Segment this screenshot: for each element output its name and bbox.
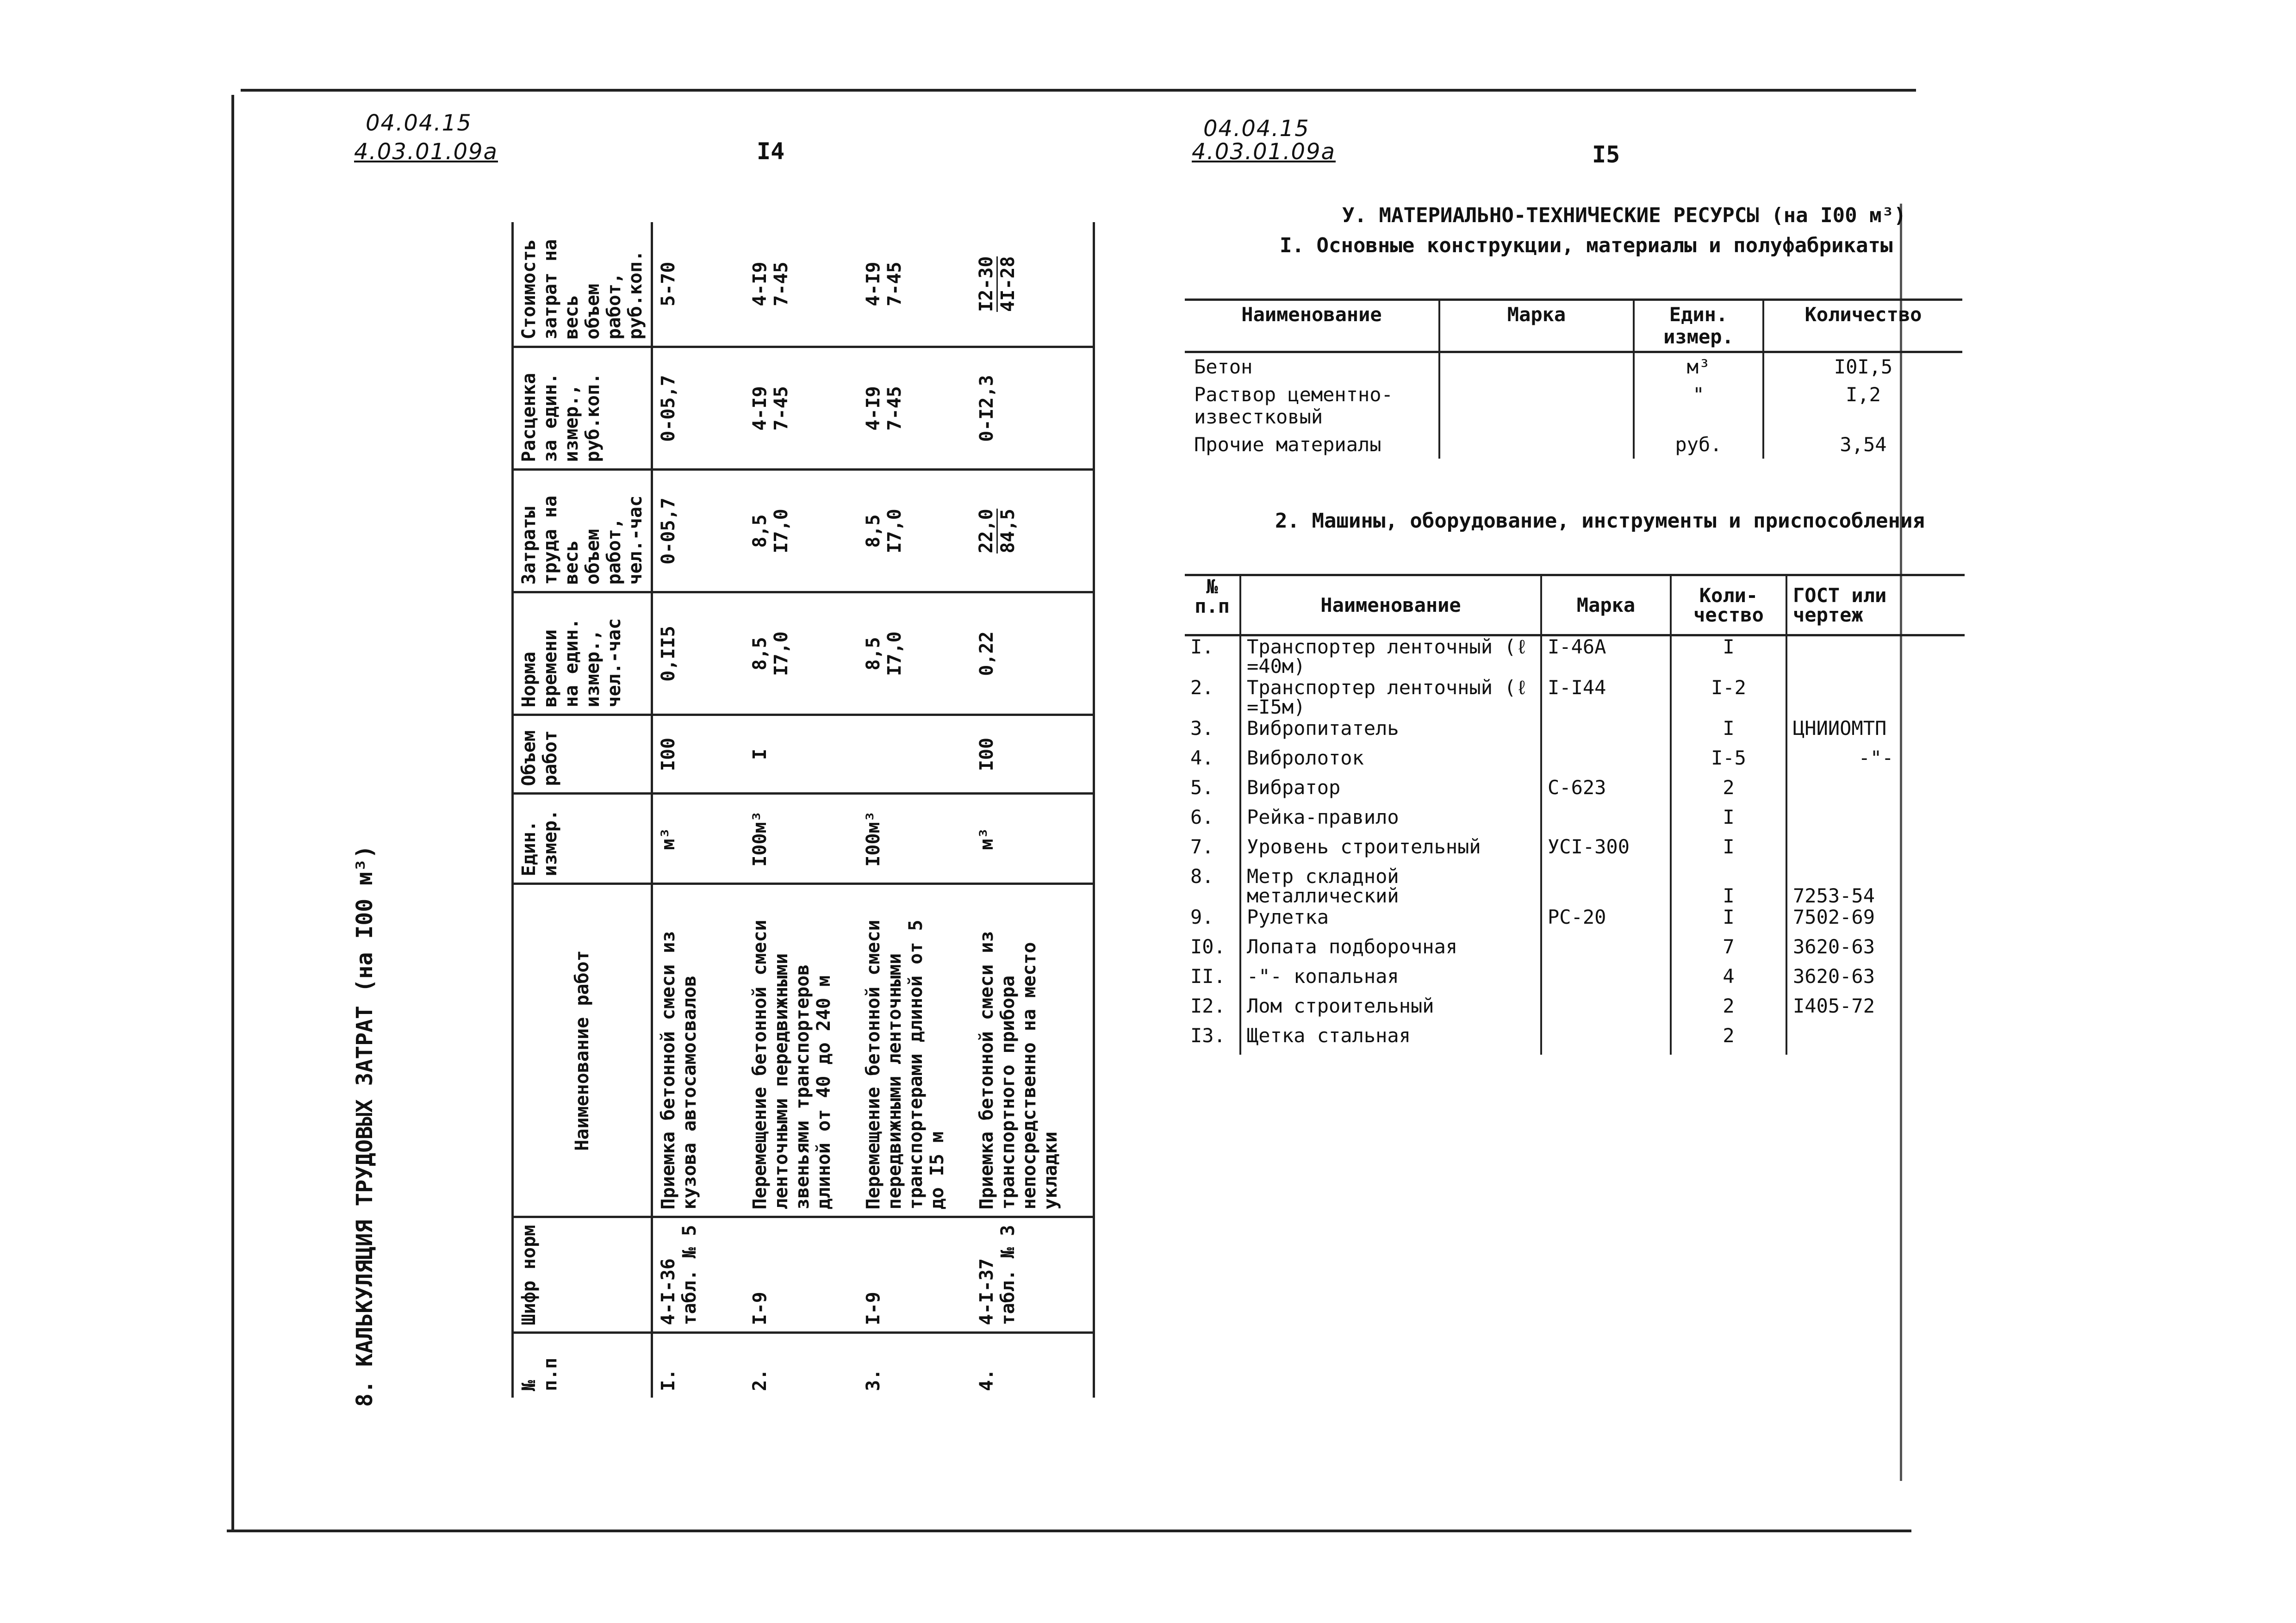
header-mark: Марка	[1439, 300, 1634, 352]
cell-mark: I-I44	[1541, 677, 1671, 718]
cell-qty: I,2	[1763, 381, 1962, 431]
right-stamp-line2: 4.03.01.09a	[1192, 139, 1336, 165]
cell-volume: I00	[971, 715, 1094, 794]
right-page-number: I5	[1592, 141, 1620, 168]
cell-mark	[1541, 866, 1671, 907]
cell-qty: 4	[1671, 966, 1786, 995]
cell-qty: I	[1671, 907, 1786, 936]
value-b: 7-45	[884, 261, 905, 306]
value-b: 7-45	[770, 386, 792, 431]
cell-num: 4.	[1190, 746, 1214, 769]
machines-table	[1185, 574, 1965, 1055]
cell-unit: I00м³	[858, 794, 971, 884]
header-gost: ГОСТ или чертеж	[1786, 575, 1965, 635]
cell-gost: 3620-63	[1786, 966, 1965, 995]
cell-rate: 0-05,7	[652, 347, 745, 470]
cell-labor	[745, 470, 858, 592]
table-row	[1185, 836, 1965, 866]
cell-gost	[1786, 807, 1965, 836]
table-row	[1185, 431, 1962, 459]
cell-name: Транспортер ленточный (ℓ =40м)	[1240, 635, 1541, 678]
cell-qty: 2	[1671, 995, 1786, 1025]
value-b: I7,0	[884, 631, 905, 676]
header-unit: Един. измер.	[513, 794, 652, 884]
cell-gost: I405-72	[1786, 995, 1965, 1025]
cell-mark	[1439, 431, 1634, 459]
cell-gost: 7253-54	[1786, 866, 1965, 907]
cell-name: Прочие материалы	[1194, 433, 1381, 456]
cell-cost: 5-70	[652, 222, 745, 347]
cell-num: 4.	[976, 1368, 997, 1391]
cell-time-norm	[858, 592, 971, 715]
cell-num: 8.	[1190, 865, 1214, 888]
cell-num: 5.	[1190, 776, 1214, 799]
value-a: 4-I9	[862, 386, 884, 431]
cell-qty: I	[1671, 807, 1786, 836]
denominator: 84,5	[997, 509, 1019, 553]
cell-rate: 0-I2,3	[971, 347, 1094, 470]
cell-qty: 2	[1671, 1025, 1786, 1055]
cell-name: Транспортер ленточный (ℓ =I5м)	[1240, 677, 1541, 718]
cell-time-norm: 0,22	[971, 592, 1094, 715]
value-b: I7,0	[770, 509, 792, 553]
cell-qty: I-5	[1671, 747, 1786, 777]
cell-code: I-9	[858, 1217, 971, 1333]
header-qty: Коли-чество	[1671, 575, 1786, 635]
cell-mark	[1541, 807, 1671, 836]
cell-mark	[1541, 966, 1671, 995]
table-row	[652, 222, 745, 1398]
cell-unit: м³	[652, 794, 745, 884]
value-b: I7,0	[884, 509, 905, 553]
cell-rate	[858, 347, 971, 470]
cell-volume	[858, 715, 971, 794]
value-a: 8,5	[862, 514, 884, 548]
left-stamp-line1: 04.04.15	[366, 110, 472, 136]
cell-name: Рейка-правило	[1240, 807, 1541, 836]
cell-num: 6.	[1190, 806, 1214, 828]
page-frame-bottom	[227, 1530, 1911, 1532]
cell-gost	[1786, 777, 1965, 807]
header-num: № п.п	[1195, 575, 1230, 617]
header-code: Шифр норм	[513, 1217, 652, 1333]
cell-num: 2.	[1190, 676, 1214, 699]
right-stamp-line1: 04.04.15	[1203, 116, 1310, 142]
header-unit: Един. измер.	[1634, 300, 1763, 352]
materials-subtitle: I. Основные конструкции, материалы и полуфабрикаты	[1280, 234, 1893, 257]
table-row	[1185, 907, 1965, 936]
cell-qty: I	[1671, 836, 1786, 866]
cell-gost: ЦНИИОМТП	[1786, 718, 1965, 747]
labor-calc-title: 8. КАЛЬКУЛЯЦИЯ ТРУДОВЫХ ЗАТРАТ (на I00 м³)	[352, 845, 378, 1407]
cell-name: Рулетка	[1240, 907, 1541, 936]
cell-num: 9.	[1190, 906, 1214, 928]
cell-qty: 2	[1671, 777, 1786, 807]
cell-num: 3.	[862, 1368, 884, 1391]
header-cost: Стоимость затрат на весь объем работ, руб.коп.	[513, 222, 652, 347]
page-frame-top	[241, 89, 1916, 92]
cell-name: Приемка бетонной смеси из транспортного прибора непосредственно на место укладки	[971, 884, 1094, 1217]
cell-num: I.	[1190, 635, 1214, 658]
value-a: 8,5	[862, 637, 884, 671]
cell-unit: м³	[971, 794, 1094, 884]
table-row	[858, 222, 971, 1398]
cell-mark: УСI-300	[1541, 836, 1671, 866]
table-header-row	[1185, 575, 1965, 635]
cell-qty: I	[1671, 718, 1786, 747]
cell-cost	[858, 222, 971, 347]
table-row	[1185, 807, 1965, 836]
cell-name: -"- копальная	[1240, 966, 1541, 995]
cell-cost	[745, 222, 858, 347]
value-b: I7,0	[770, 631, 792, 676]
cell-unit: руб.	[1634, 431, 1763, 459]
cell-gost	[1786, 677, 1965, 718]
table-header-row	[513, 222, 652, 1398]
table-row	[971, 222, 1094, 1398]
resources-title: У. МАТЕРИАЛЬНО-ТЕХНИЧЕСКИЕ РЕСУРСЫ (на I00 м³)	[1342, 204, 1906, 227]
table-row	[1185, 995, 1965, 1025]
page-frame-left	[231, 95, 234, 1532]
cell-mark: РС-20	[1541, 907, 1671, 936]
cell-cost	[971, 222, 1094, 347]
header-time-norm: Норма времени на един. измер., чел.-час	[513, 592, 652, 715]
cell-num: II.	[1190, 965, 1226, 988]
table-row	[1185, 635, 1965, 678]
cell-mark	[1541, 747, 1671, 777]
cell-time-norm: 0,II5	[652, 592, 745, 715]
cell-qty: I-2	[1671, 677, 1786, 718]
header-labor: Затраты труда на весь объем работ, чел.-час	[513, 470, 652, 592]
table-row	[745, 222, 858, 1398]
materials-table	[1185, 298, 1962, 459]
cell-name: Лом строительный	[1240, 995, 1541, 1025]
table-row	[1185, 777, 1965, 807]
cell-name: Вибропитатель	[1240, 718, 1541, 747]
header-mark: Марка	[1541, 575, 1671, 635]
numerator: 22,0	[975, 509, 997, 553]
value-a: 4-I9	[862, 261, 884, 306]
table-row	[1185, 866, 1965, 907]
cell-volume: I00	[652, 715, 745, 794]
left-page-number: I4	[757, 138, 785, 165]
cell-num: I2.	[1190, 995, 1226, 1017]
cell-name: Бетон	[1194, 355, 1253, 378]
cell-name: Перемещение бетонной смеси ленточными передвижными звеньями транспортеров длиной от 40 до 240 м	[745, 884, 858, 1217]
cell-gost	[1786, 836, 1965, 866]
value-b: 7-45	[770, 261, 792, 306]
value-a: 8,5	[749, 637, 771, 671]
cell-name: Метр складной металлический	[1240, 866, 1541, 907]
labor-calc-table-wrapper	[511, 222, 1061, 1398]
cell-gost	[1786, 635, 1965, 678]
cell-rate	[745, 347, 858, 470]
value-a: 8,5	[749, 514, 771, 548]
cell-num: I.	[658, 1368, 679, 1391]
header-name: Наименование	[1240, 575, 1541, 635]
cell-time-norm	[745, 592, 858, 715]
cell-labor: 0-05,7	[652, 470, 745, 592]
cell-unit: м³	[1634, 352, 1763, 381]
cell-num: I0.	[1190, 935, 1226, 958]
header-qty: Количество	[1763, 300, 1962, 352]
table-row	[1185, 966, 1965, 995]
table-row	[1185, 1025, 1965, 1055]
cell-name: Вибратор	[1240, 777, 1541, 807]
cell-num: 7.	[1190, 835, 1214, 858]
header-rate: Расценка за един. измер., руб.коп.	[513, 347, 652, 470]
cell-qty: I	[1671, 866, 1786, 907]
cell-num: 3.	[1190, 717, 1214, 740]
cell-labor	[858, 470, 971, 592]
table-row	[1185, 677, 1965, 718]
cell-name: Вибролоток	[1240, 747, 1541, 777]
cell-gost	[1786, 1025, 1965, 1055]
cell-qty: I	[1671, 635, 1786, 678]
table-row	[1185, 936, 1965, 966]
cell-code: 4-I-37 табл. № 3	[971, 1217, 1094, 1333]
left-stamp-line2: 4.03.01.09a	[354, 139, 498, 165]
cell-mark	[1541, 936, 1671, 966]
cell-code: I-9	[745, 1217, 858, 1333]
cell-name: Перемещение бетонной смеси передвижными ленточными транспортерами длиной от 5 до I5 м	[858, 884, 971, 1217]
table-row	[1185, 352, 1962, 381]
cell-name: Щетка стальная	[1240, 1025, 1541, 1055]
cell-qty: I0I,5	[1763, 352, 1962, 381]
cell-mark	[1541, 718, 1671, 747]
header-name: Наименование	[1241, 303, 1382, 326]
cell-gost: -"-	[1786, 747, 1965, 777]
value-a: 4-I9	[749, 261, 771, 306]
cell-qty: 7	[1671, 936, 1786, 966]
table-header-row	[1185, 300, 1962, 352]
cell-qty: 3,54	[1763, 431, 1962, 459]
cell-unit: I00м³	[745, 794, 858, 884]
value-b: 7-45	[884, 386, 905, 431]
cell-name: Приемка бетонной смеси из кузова автосамосвалов	[652, 884, 745, 1217]
header-num: № п.п	[518, 1357, 561, 1391]
cell-volume: I	[745, 715, 858, 794]
cell-mark	[1439, 352, 1634, 381]
table-row	[1185, 747, 1965, 777]
cell-name: Раствор цементно-известковый	[1194, 383, 1393, 428]
cell-name: Уровень строительный	[1240, 836, 1541, 866]
cell-name: Лопата подборочная	[1240, 936, 1541, 966]
value-a: 4-I9	[749, 386, 771, 431]
cell-num: I3.	[1190, 1024, 1226, 1047]
cell-mark	[1439, 381, 1634, 431]
cell-code: 4-I-36 табл. № 5	[652, 1217, 745, 1333]
header-volume: Объем работ	[513, 715, 652, 794]
table-row	[1185, 381, 1962, 431]
cell-gost: 3620-63	[1786, 936, 1965, 966]
cell-mark: С-623	[1541, 777, 1671, 807]
cell-labor	[971, 470, 1094, 592]
cell-mark	[1541, 1025, 1671, 1055]
labor-calc-table	[511, 222, 1095, 1398]
cell-gost: 7502-69	[1786, 907, 1965, 936]
numerator: I2-30	[975, 256, 997, 312]
cell-num: 2.	[749, 1368, 771, 1391]
fraction	[976, 256, 1018, 312]
fraction	[976, 509, 1018, 553]
cell-unit: "	[1634, 381, 1763, 431]
machines-subtitle: 2. Машины, оборудование, инструменты и приспособления	[1275, 509, 1925, 533]
cell-mark	[1541, 995, 1671, 1025]
denominator: 4I-28	[997, 256, 1019, 312]
header-name: Наименование работ	[513, 884, 652, 1217]
table-row	[1185, 718, 1965, 747]
cell-mark: I-46A	[1541, 635, 1671, 678]
